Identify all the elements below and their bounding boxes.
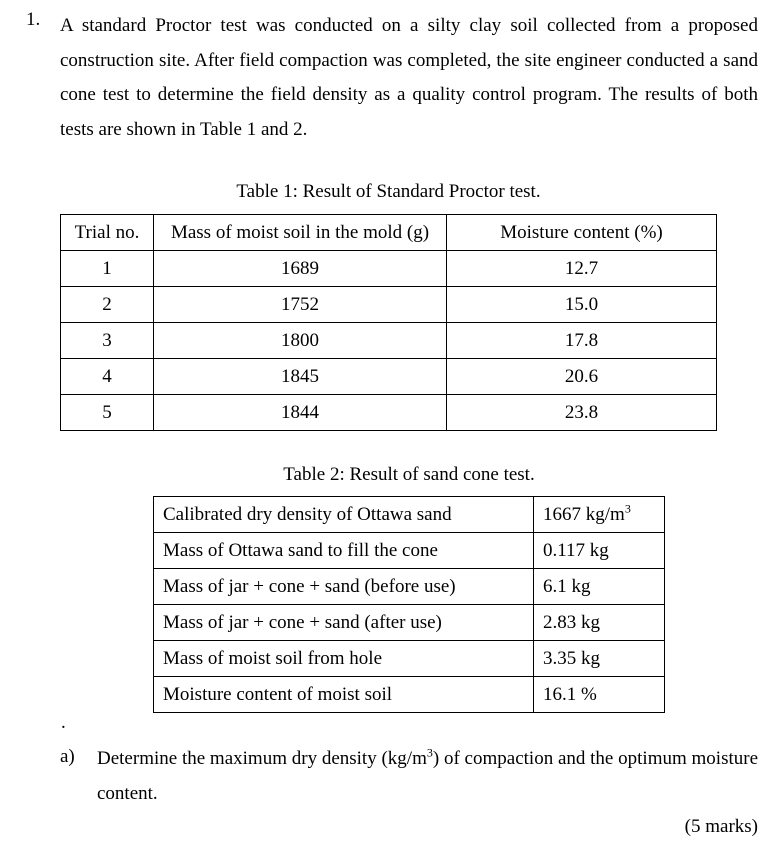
- mass-cell: 1752: [154, 287, 447, 323]
- value-cell: 3.35 kg: [534, 641, 665, 677]
- value-cell: 6.1 kg: [534, 569, 665, 605]
- header-trial-no: Trial no.: [61, 215, 154, 251]
- trial-no-cell: 3: [61, 323, 154, 359]
- parameter-cell: Mass of jar + cone + sand (before use): [154, 569, 534, 605]
- part-a-text-post: ) of compaction and the optimum moisture content.: [97, 748, 759, 804]
- value-cell: [534, 497, 665, 533]
- part-a-text: [97, 741, 758, 811]
- table-row: [61, 323, 717, 359]
- table1-caption: Table 1: Result of Standard Proctor test.: [236, 181, 541, 202]
- moisture-cell: 12.7: [447, 251, 717, 287]
- table-row: [61, 251, 717, 287]
- trial-no-cell: 4: [61, 359, 154, 395]
- superscript: 3: [426, 745, 433, 760]
- moisture-cell: 17.8: [447, 323, 717, 359]
- table-row: [154, 497, 665, 533]
- sand-cone-table: [153, 496, 665, 713]
- moisture-cell: 20.6: [447, 359, 717, 395]
- marks-label: (5 marks): [684, 816, 758, 837]
- parameter-cell: Moisture content of moist soil: [154, 677, 534, 713]
- table2-caption: Table 2: Result of sand cone test.: [283, 464, 535, 485]
- table-row: [61, 395, 717, 431]
- header-mass-moist-soil: Mass of moist soil in the mold (g): [154, 215, 447, 251]
- table-row: [61, 287, 717, 323]
- part-a-text-pre: Determine the maximum dry density (kg/m: [97, 748, 427, 769]
- question-text: A standard Proctor test was conducted on a silty clay soil collected from a proposed construction site. After field compaction was completed, the site engineer conducted a sand cone test to determine the field density as a quality control program. The results of both tests are shown in Table 1 and 2.: [60, 15, 758, 140]
- stray-mark: .: [61, 712, 66, 733]
- value-cell: 2.83 kg: [534, 605, 665, 641]
- question-number: 1.: [26, 9, 41, 30]
- table-row: [154, 641, 665, 677]
- superscript: 3: [624, 501, 631, 516]
- parameter-cell: Mass of Ottawa sand to fill the cone: [154, 533, 534, 569]
- table-row: [61, 359, 717, 395]
- moisture-cell: 23.8: [447, 395, 717, 431]
- value-text: 1667 kg/m: [543, 503, 625, 525]
- trial-no-cell: 5: [61, 395, 154, 431]
- proctor-table: [60, 214, 717, 431]
- table-header-row: [61, 215, 717, 251]
- trial-no-cell: 1: [61, 251, 154, 287]
- mass-cell: 1800: [154, 323, 447, 359]
- header-moisture-content: Moisture content (%): [447, 215, 717, 251]
- table-row: [154, 605, 665, 641]
- table-row: [154, 677, 665, 713]
- moisture-cell: 15.0: [447, 287, 717, 323]
- mass-cell: 1689: [154, 251, 447, 287]
- parameter-cell: Mass of jar + cone + sand (after use): [154, 605, 534, 641]
- table-row: [154, 569, 665, 605]
- parameter-cell: Mass of moist soil from hole: [154, 641, 534, 677]
- mass-cell: 1844: [154, 395, 447, 431]
- value-cell: 0.117 kg: [534, 533, 665, 569]
- table-row: [154, 533, 665, 569]
- parameter-cell: Calibrated dry density of Ottawa sand: [154, 497, 534, 533]
- value-cell: 16.1 %: [534, 677, 665, 713]
- mass-cell: 1845: [154, 359, 447, 395]
- part-a-label: a): [60, 746, 75, 767]
- trial-no-cell: 2: [61, 287, 154, 323]
